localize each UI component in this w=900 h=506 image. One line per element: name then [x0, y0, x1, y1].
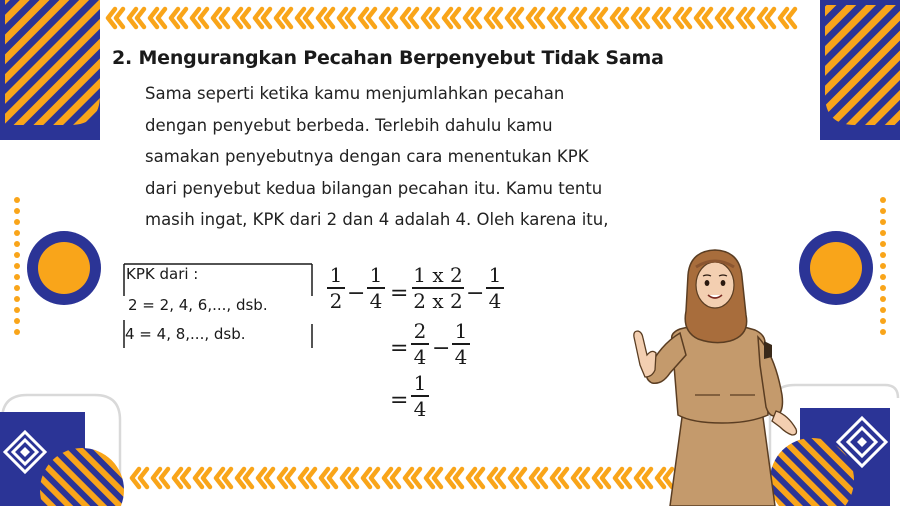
- fraction: 1 4: [367, 264, 385, 312]
- minus-sign: −: [432, 336, 451, 361]
- fraction: 1 4: [411, 372, 429, 420]
- kpk-line-2: 2 = 2, 4, 6,..., dsb.: [128, 296, 268, 314]
- minus-sign: −: [347, 281, 366, 306]
- fraction: 1 4: [486, 264, 504, 312]
- fraction: 1 2: [327, 264, 345, 312]
- equals-sign: =: [390, 336, 409, 361]
- paragraph-line: samakan penyebutnya dengan cara menentukan KPK: [145, 147, 589, 166]
- fraction: 2 4: [411, 320, 429, 368]
- section-heading: 2. Mengurangkan Pecahan Berpenyebut Tidak Sama: [112, 47, 664, 69]
- paragraph-line: dari penyebut kedua bilangan pecahan itu. Kamu tentu: [145, 178, 603, 198]
- equals-sign: =: [390, 388, 409, 413]
- paragraph-line: Sama seperti ketika kamu menjumlahkan pecahan: [145, 84, 565, 103]
- equals-sign: =: [390, 281, 409, 306]
- teacher-illustration: [600, 245, 830, 506]
- kpk-line-4: 4 = 4, 8,..., dsb.: [125, 325, 246, 343]
- fraction: 1 x 2 2 x 2: [413, 263, 463, 313]
- fraction: 1 4: [452, 320, 470, 368]
- paragraph-line: dengan penyebut berbeda. Terlebih dahulu kamu: [145, 115, 553, 135]
- minus-sign: −: [466, 281, 485, 306]
- kpk-title: KPK dari :: [126, 265, 199, 283]
- paragraph-line: masih ingat, KPK dari 2 dan 4 adalah 4. Oleh karena itu,: [145, 210, 609, 229]
